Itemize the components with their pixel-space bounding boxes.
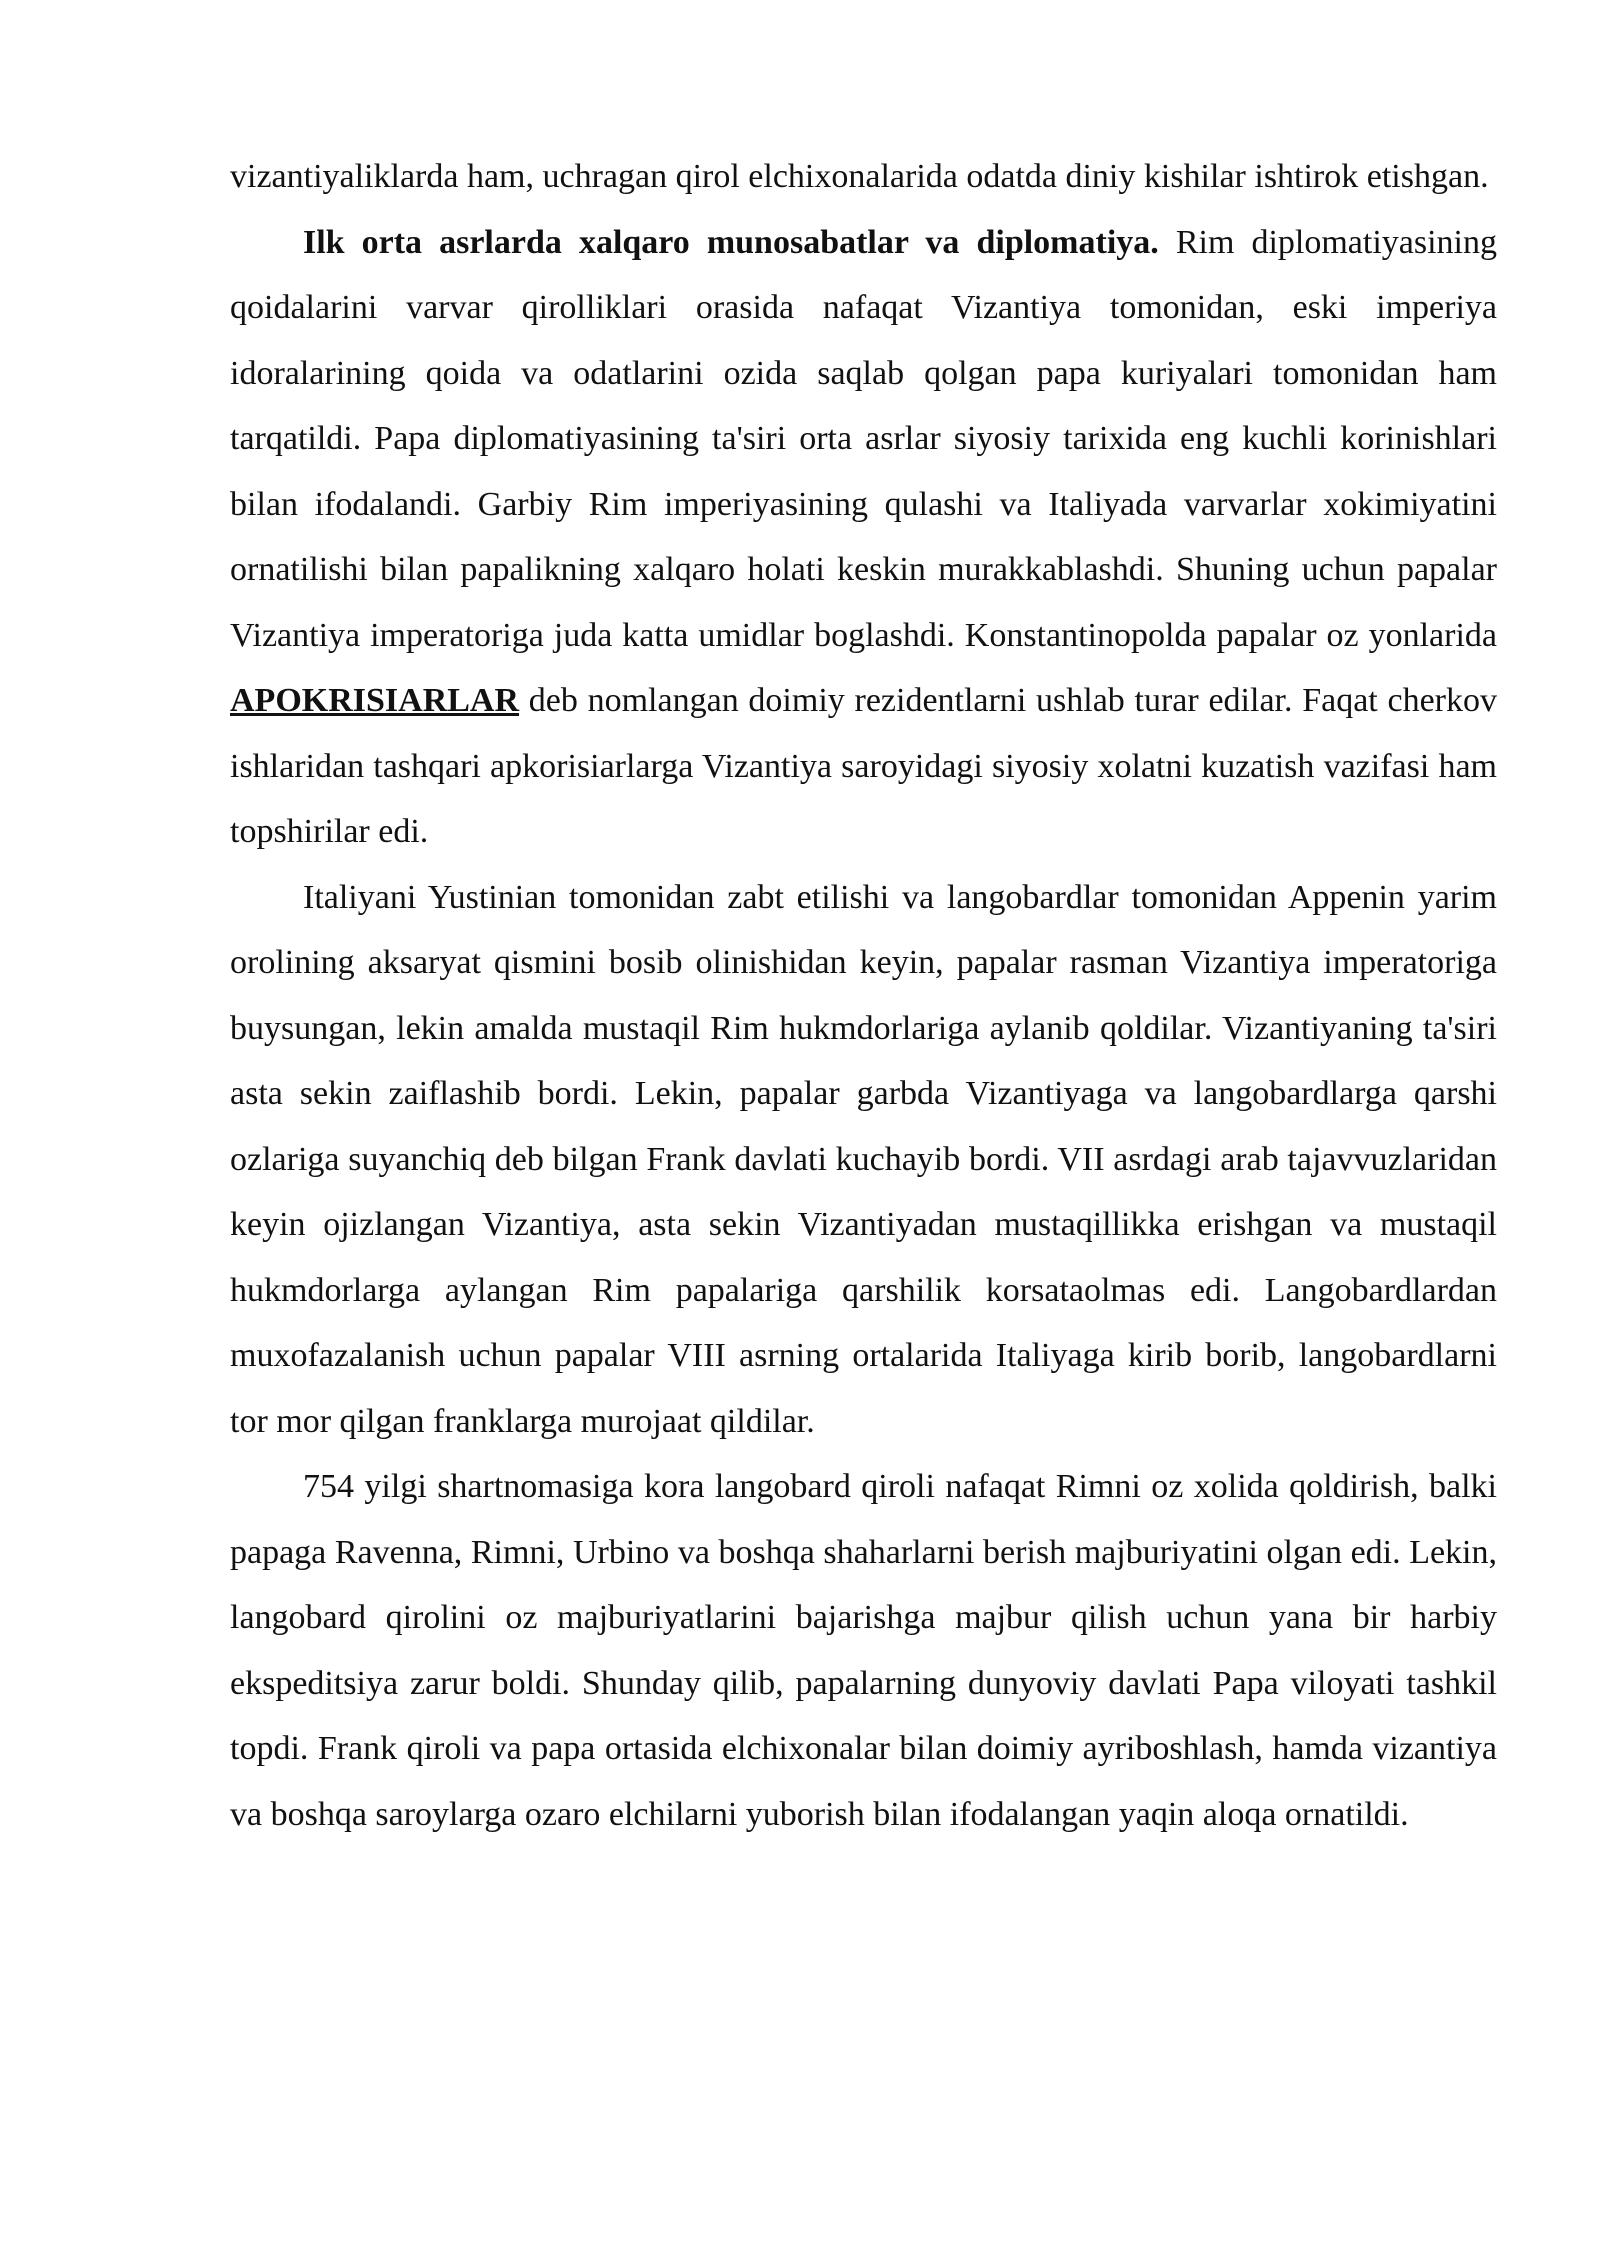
- paragraph-4: 754 yilgi shartnomasiga kora langobard qiroli nafaqat Rimni oz xolida qoldirish, balki papaga Ravenna, Rimni, Urbino va boshqa shaharlarni berish majburiyatini olgan edi. Lekin, langobard qirolini oz majburiyatlarini bajarishga majbur qilish uchun yana bir harbiy ekspeditsiya zarur boldi. Shunday qilib, papalarning dunyoviy davlati Papa viloyati tashkil topdi. Frank qiroli va papa ortasida elchixonalar bilan doimiy ayriboshlash, hamda vizantiya va boshqa saroylarga ozaro elchilarni yuborish bilan ifodalangan yaqin aloqa ornatildi.: [230, 1468, 1497, 1833]
- paragraph-2-text-b: deb nomlangan doimiy rezidentlarni ushlab turar edilar. Faqat cherkov ishlaridan tashqari apkorisiarlarga Vizantiya saroyidagi siyosiy xolatni kuzatish vazifasi ham topshirilar edi.: [230, 682, 1497, 850]
- paragraph-2: [230, 210, 1497, 865]
- paragraph-1: vizantiyaliklarda ham, uchragan qirol elchixonalarida odatda diniy kishilar ishtirok etishgan.: [230, 158, 1489, 195]
- paragraph-3: Italiyani Yustinian tomonidan zabt etilishi va langobardlar tomonidan Appenin yarim orolining aksaryat qismini bosib olinishidan keyin, papalar rasman Vizantiya imperatoriga buysungan, lekin amalda mustaqil Rim hukmdorlariga aylanib qoldilar. Vizantiyaning ta'siri asta sekin zaiflashib bordi. Lekin, papalar garbda Vizantiyaga va langobardlarga qarshi ozlariga suyanchiq deb bilgan Frank davlati kuchayib bordi. VII asrdagi arab tajavvuzlaridan keyin ojizlangan Vizantiya, asta sekin Vizantiyadan mustaqillikka erishgan va mustaqil hukmdorlarga aylangan Rim papalariga qarshilik korsataolmas edi. Langobardlardan muxofazalanish uchun papalar VIII asrning ortalarida Italiyaga kirib borib, langobardlarni tor mor qilgan franklarga murojaat qildilar.: [230, 878, 1497, 1440]
- paragraph-2-text-a: Rim diplomatiyasining qoidalarini varvar qirolliklari orasida nafaqat Vizantiya tomonidan, eski imperiya idoralarining qoida va odatlarini ozida saqlab qolgan papa kuriyalari tomonidan ham tarqatildi. Papa diplomatiyasining ta'siri orta asrlar siyosiy tarixida eng kuchli korinishlari bilan ifodalandi. Garbiy Rim imperiyasining qulashi va Italiyada varvarlar xokimiyatini ornatilishi bilan papalikning xalqaro holati keskin murakkablashdi. Shuning uchun papalar Vizantiya imperatoriga juda katta umidlar boglashdi. Konstantinopolda papalar oz yonlarida: [230, 223, 1498, 654]
- document-page: [230, 144, 1497, 1847]
- apokrisiarlar-term: APOKRISIARLAR: [230, 682, 520, 719]
- section-heading: Ilk orta asrlarda xalqaro munosabatlar va diplomatiya.: [303, 223, 1159, 261]
